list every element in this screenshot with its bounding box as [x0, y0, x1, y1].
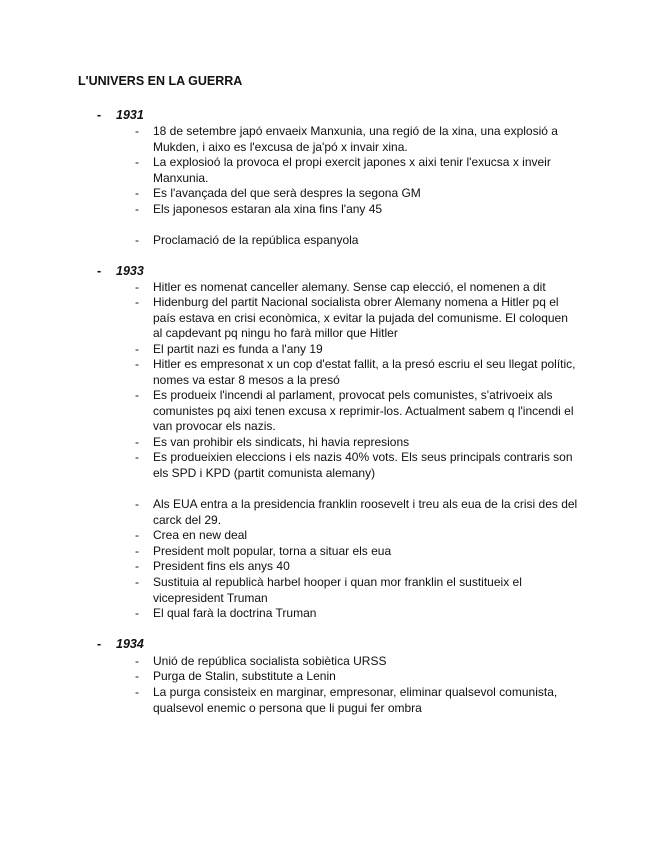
list-item [135, 544, 580, 560]
item-dash: - [135, 669, 139, 683]
list-item [135, 435, 580, 451]
list-item [135, 357, 580, 388]
item-dash: - [135, 124, 139, 138]
list-item [135, 450, 580, 481]
item-text: Unió de república socialista sobiètica URSS [153, 654, 387, 668]
list-item [135, 388, 580, 435]
item-text: El partit nazi es funda a l'any 19 [153, 342, 323, 356]
year-bullet: - [97, 637, 102, 651]
list-item [135, 202, 580, 218]
item-text: Es produeix l'incendi al parlament, provocat pels comunistes, s'atrivoeix als comunistes pq aixi tenen excusa x reprimir-los. Actualment sabem q l'incendi el van provocar els nazis. [153, 388, 574, 433]
item-text: Els japonesos estaran ala xina fins l'any 45 [153, 202, 383, 216]
list-item [135, 575, 580, 606]
item-text: Als EUA entra a la presidencia franklin roosevelt i treu als eua de la crisi des del carck del 29. [153, 497, 578, 527]
item-dash: - [135, 186, 139, 200]
item-text: Hitler es empresonat x un cop d'estat fallit, a la presó escriu el seu llegat polític, nomes va estar 8 mesos a la presó [153, 357, 576, 387]
item-dash: - [135, 202, 139, 216]
list-item [135, 124, 580, 155]
year-label: 1931 [116, 108, 144, 122]
year-label: 1933 [116, 264, 144, 278]
item-dash: - [135, 295, 139, 309]
list-item [135, 669, 580, 685]
item-dash: - [135, 544, 139, 558]
item-dash: - [135, 654, 139, 668]
item-dash: - [135, 342, 139, 356]
item-text: Proclamació de la república espanyola [153, 233, 359, 247]
item-text: El qual farà la doctrina Truman [153, 606, 317, 620]
list-item [135, 528, 580, 544]
item-dash: - [135, 606, 139, 620]
item-dash: - [135, 528, 139, 542]
item-dash: - [135, 357, 139, 371]
list-item [135, 497, 580, 528]
item-text: La purga consisteix en marginar, empresonar, eliminar qualsevol comunista, qualsevol enemic o persona que li pugui fer ombra [153, 685, 558, 715]
list-item [135, 280, 580, 296]
list-item [135, 606, 580, 622]
item-text: Es van prohibir els sindicats, hi havia represions [153, 435, 410, 449]
list-item [135, 295, 580, 342]
item-dash: - [135, 685, 139, 699]
item-dash: - [135, 435, 139, 449]
list-item [135, 685, 580, 716]
item-text: Hitler es nomenat canceller alemany. Sense cap elecció, el nomenen a dit [153, 280, 546, 294]
list-item [135, 233, 580, 249]
list-item [135, 559, 580, 575]
item-dash: - [135, 559, 139, 573]
item-text: President molt popular, torna a situar els eua [153, 544, 392, 558]
year-bullet: - [97, 264, 102, 278]
item-dash: - [135, 155, 139, 169]
item-dash: - [135, 450, 139, 464]
item-text: Hidenburg del partit Nacional socialista obrer Alemany nomena a Hitler pq el país estava en crisi econòmica, x evitar la pujada del comunisme. El coloquen al capdevant pq ningu ho farà millor que Hitler [153, 295, 568, 340]
item-text: 18 de setembre japó envaeix Manxunia, una regió de la xina, una explosió a Mukden, i aixo es l'excusa de ja'pó x invair xina. [153, 124, 558, 154]
item-text: La explosioó la provoca el propi exercit japones x aixi tenir l'exucsa x inveir Manxunia. [153, 155, 551, 185]
document-title: L'UNIVERS EN LA GUERRA [78, 74, 243, 88]
item-dash: - [135, 575, 139, 589]
item-dash: - [135, 280, 139, 294]
item-text: Es l'avançada del que serà despres la segona GM [153, 186, 421, 200]
list-item [135, 654, 580, 670]
list-item [135, 186, 580, 202]
item-dash: - [135, 497, 139, 511]
item-text: Crea en new deal [153, 528, 248, 542]
year-bullet: - [97, 108, 102, 122]
item-text: Sustituia al republicà harbel hooper i quan mor franklin el sustitueix el vicepresident Truman [153, 575, 522, 605]
year-label: 1934 [116, 637, 144, 651]
item-dash: - [135, 388, 139, 402]
item-text: President fins els anys 40 [153, 559, 290, 573]
list-item [135, 342, 580, 358]
item-dash: - [135, 233, 139, 247]
item-text: Es produeixien eleccions i els nazis 40% vots. Els seus principals contraris son els SPD i KPD (partit comunista alemany) [153, 450, 573, 480]
list-item [135, 155, 580, 186]
item-text: Purga de Stalin, substitute a Lenin [153, 669, 336, 683]
